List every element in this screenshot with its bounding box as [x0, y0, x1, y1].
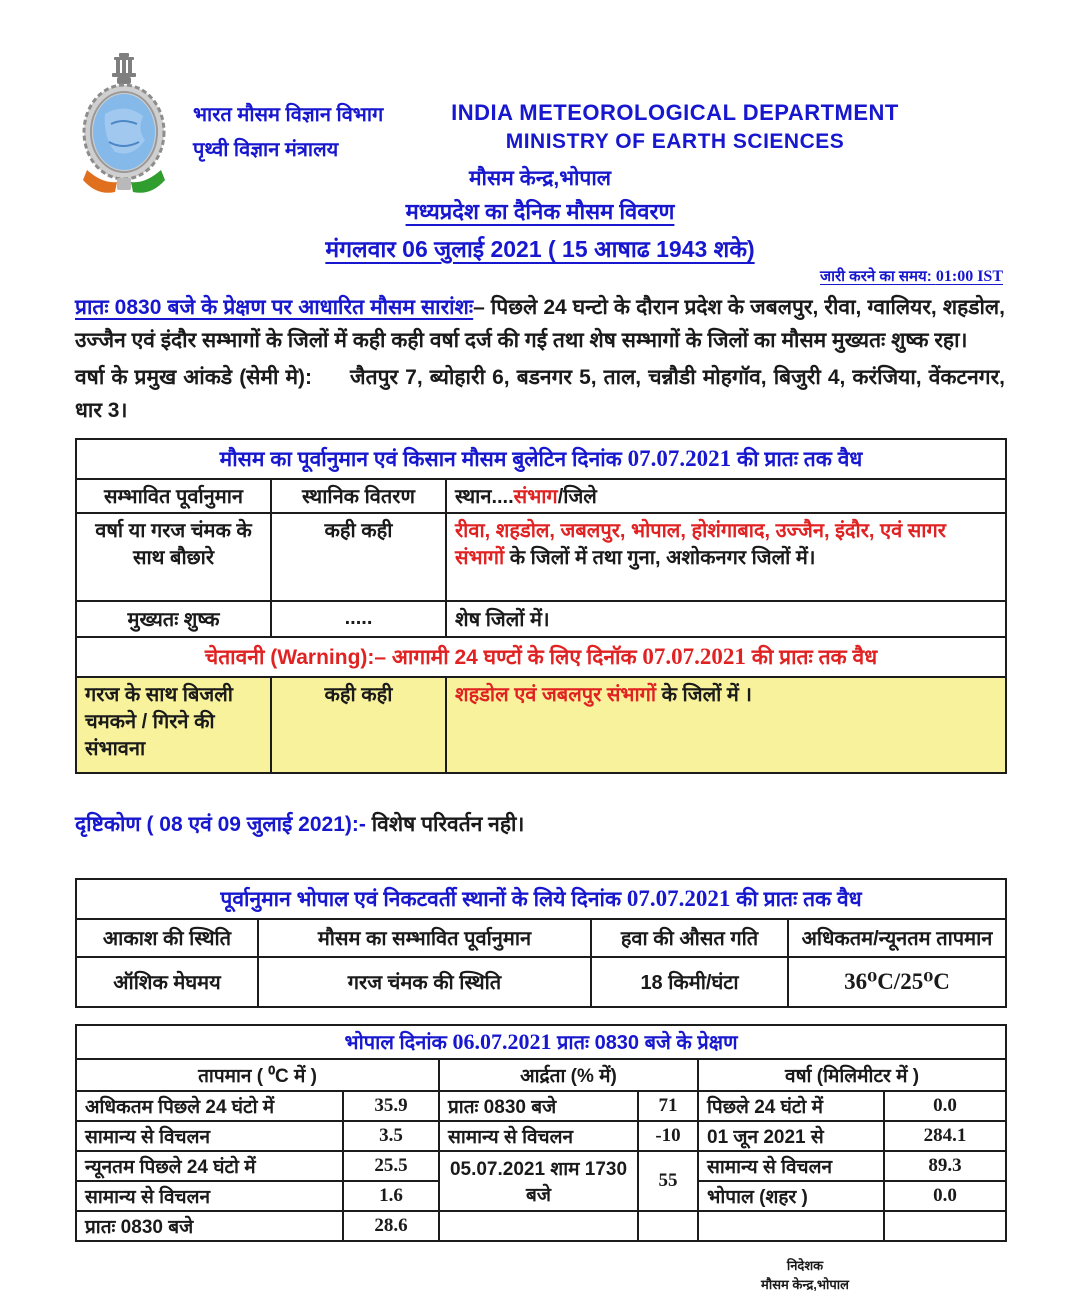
- humidity-evening-value: 55: [638, 1151, 698, 1211]
- summary-heading: प्रातः 0830 बजे के प्रेक्षण पर आधारित मौसम सारांशः: [75, 296, 474, 319]
- warning-title-prefix: चेतावनी (Warning):– आगामी 24 घण्टों के लिए दिनॉक: [204, 645, 643, 669]
- temp-max-departure-value: 3.5: [343, 1121, 439, 1151]
- outlook-line: [75, 810, 1005, 838]
- forecast-table: [75, 438, 1007, 774]
- outlook-label: दृष्टिकोण ( 08 एवं 09 जुलाई 2021):-: [75, 812, 366, 836]
- temp-min-value: 25.5: [343, 1151, 439, 1181]
- summary-text: – पिछले 24 घन्टो के दौरान प्रदेश के जबलपुर, रीवा, ग्वालियर, शहडोल, उज्जैन एवं इंदौर सम्भागों के जिलों में कही कही वर्षा दर्ज की गई तथा शेष सम्भागों के जिलों का मौसम मुख्यतः शुष्क रहा।: [75, 296, 1005, 352]
- value-max-min-temp: 36⁰C/25⁰C: [788, 957, 1006, 1007]
- observations-row: [76, 1211, 1006, 1241]
- temp-morning-label: प्रातः 0830 बजे: [76, 1211, 343, 1241]
- forecast-row2-type: मुख्यतः शुष्क: [76, 601, 271, 637]
- empty-cell: [698, 1211, 884, 1241]
- temp-min-departure-value: 1.6: [343, 1181, 439, 1211]
- obs-title-date: 06.07.2021: [452, 1029, 552, 1055]
- forecast-row1-area: [446, 513, 1006, 601]
- bhopal-forecast-table: [75, 878, 1007, 1008]
- forecast-row2-distribution: .....: [271, 601, 446, 637]
- forecast-row1-area-red: रीवा, शहडोल, जबलपुर, भोपाल, होशंगाबाद, उज्जैन, इंदौर, एवं सागर संभागों: [455, 519, 946, 569]
- document-header: [75, 52, 1005, 290]
- issue-time: [820, 266, 1003, 286]
- head-col3-suffix: /जिले: [557, 486, 597, 509]
- temp-min-departure-label: सामान्य से विचलन: [76, 1181, 343, 1211]
- warning-area-red: शहडोल एवं जबलपुर संभागों: [455, 683, 657, 706]
- bhopal-title-prefix: पूर्वानुमान भोपाल एवं निकटवर्ती स्थानों के लिये दिनांक: [220, 887, 627, 911]
- forecast-title-suffix: की प्रातः तक वैध: [731, 447, 863, 471]
- org-name-hindi: [193, 98, 383, 168]
- section-temperature: तापमान ( ⁰C में ): [76, 1059, 439, 1091]
- rainfall-figures: [75, 362, 1005, 428]
- forecast-head-col3: [446, 479, 1006, 513]
- org-english-line1: INDIA METEOROLOGICAL DEPARTMENT: [451, 100, 899, 125]
- rain-departure-label: सामान्य से विचलन: [698, 1151, 884, 1181]
- temp-max-departure-label: सामान्य से विचलन: [76, 1121, 343, 1151]
- document-page: [75, 0, 1005, 1295]
- value-likely-forecast: गरज चंमक की स्थिति: [258, 957, 591, 1007]
- org-name-english: [395, 100, 955, 154]
- signature-title: निदेशक: [786, 1257, 824, 1273]
- forecast-row1-area-black: के जिलों में तथा गुना, अशोकनगर जिलों में।: [504, 546, 816, 569]
- forecast-row2-area: शेष जिलों में।: [446, 601, 1006, 637]
- observations-row: [76, 1091, 1006, 1121]
- humidity-morning-value: 71: [638, 1091, 698, 1121]
- forecast-row1-type: वर्षा या गरज चंमक के साथ बौछारे: [76, 513, 271, 601]
- observations-title: [76, 1025, 1006, 1059]
- observations-row: [76, 1151, 1006, 1181]
- empty-cell: [884, 1211, 1006, 1241]
- head-col3-prefix: स्थान....: [455, 486, 514, 509]
- rain-seasonal-value: 284.1: [884, 1121, 1006, 1151]
- warning-row: [76, 677, 1006, 773]
- bulletin-date-line: मंगलवार 06 जुलाई 2021 ( 15 आषाढ 1943 शके): [325, 236, 755, 262]
- rain-24h-value: 0.0: [884, 1091, 1006, 1121]
- forecast-title-date: 07.07.2021: [627, 445, 732, 471]
- warning-area-black: के जिलों में ।: [656, 683, 752, 706]
- head-max-min-temp: अधिकतम/न्यूनतम तापमान: [788, 919, 1006, 957]
- head-sky-condition: आकाश की स्थिति: [76, 919, 258, 957]
- temp-max-value: 35.9: [343, 1091, 439, 1121]
- empty-cell: [439, 1211, 638, 1241]
- forecast-row-rain: [76, 513, 1006, 601]
- issue-time-value: 01:00 IST: [935, 268, 1003, 285]
- rain-seasonal-label: 01 जून 2021 से: [698, 1121, 884, 1151]
- warning-distribution: कही कही: [271, 677, 446, 773]
- warning-type: गरज के साथ बिजली चमकने / गिरने की संभावना: [76, 677, 271, 773]
- rain-city-label: भोपाल (शहर ): [698, 1181, 884, 1211]
- value-sky-condition: ऑशिक मेघमय: [76, 957, 258, 1007]
- forecast-head-col2: स्थानिक वितरण: [271, 479, 446, 513]
- temp-morning-value: 28.6: [343, 1211, 439, 1241]
- rainfall-figures-label: वर्षा के प्रमुख आंकडे (सेमी मे):: [75, 365, 313, 389]
- observations-table: [75, 1024, 1007, 1242]
- humidity-morning-label: प्रातः 0830 बजे: [439, 1091, 638, 1121]
- bhopal-title-suffix: की प्रातः तक वैध: [730, 887, 862, 911]
- rain-24h-label: पिछले 24 घंटो में: [698, 1091, 884, 1121]
- temp-max-label: अधिकतम पिछले 24 घंटो में: [76, 1091, 343, 1121]
- bhopal-forecast-title: [76, 879, 1006, 919]
- warning-title-date: 07.07.2021: [642, 643, 746, 669]
- forecast-title-prefix: मौसम का पूर्वानुमान एवं किसान मौसम बुलेटिन दिनांक: [219, 447, 628, 471]
- empty-cell: [638, 1211, 698, 1241]
- warning-area: [446, 677, 1006, 773]
- forecast-head-col1: सम्भावित पूर्वानुमान: [76, 479, 271, 513]
- org-hindi-line2: पृथ्वी विज्ञान मंत्रालय: [193, 139, 339, 161]
- outlook-text: विशेष परिवर्तन नही।: [365, 812, 525, 836]
- head-likely-forecast: मौसम का सम्भावित पूर्वानुमान: [258, 919, 591, 957]
- rain-departure-value: 89.3: [884, 1151, 1006, 1181]
- humidity-departure-value: -10: [638, 1121, 698, 1151]
- weather-summary: [75, 292, 1005, 358]
- head-wind-speed: हवा की औसत गति: [591, 919, 788, 957]
- obs-title-suffix: प्रातः 0830 बजे के प्रेक्षण: [551, 1032, 738, 1055]
- rain-city-value: 0.0: [884, 1181, 1006, 1211]
- center-name: मौसम केन्द्र,भोपाल: [469, 167, 611, 190]
- org-hindi-line1: भारत मौसम विज्ञान विभाग: [193, 104, 384, 126]
- value-wind-speed: 18 किमी/घंटा: [591, 957, 788, 1007]
- humidity-evening-label: 05.07.2021 शाम 1730 बजे: [439, 1151, 638, 1211]
- temp-min-label: न्यूनतम पिछले 24 घंटो में: [76, 1151, 343, 1181]
- obs-title-prefix: भोपाल दिनांक: [344, 1032, 453, 1055]
- head-col3-red: संभाग: [513, 486, 558, 509]
- signature-office: मौसम केन्द्र,भोपाल: [761, 1277, 849, 1293]
- org-english-line2: MINISTRY OF EARTH SCIENCES: [505, 130, 845, 153]
- section-rainfall: वर्षा (मिलिमीटर में ): [698, 1059, 1006, 1091]
- warning-title-suffix: की प्रातः तक वैध: [745, 645, 878, 669]
- forecast-row1-distribution: कही कही: [271, 513, 446, 601]
- section-humidity: आर्द्रता (% में): [439, 1059, 698, 1091]
- observations-row: [76, 1121, 1006, 1151]
- forecast-table-title: [76, 439, 1006, 479]
- issue-time-label: जारी करने का समय:: [819, 268, 936, 285]
- bhopal-title-date: 07.07.2021: [626, 885, 731, 911]
- rainfall-figures-values: जैतपुर 7, ब्योहारी 6, बडनगर 5, ताल, चन्नौडी मोहगॉव, बिजुरी 4, करंजिया, वेंकटनगर, धार 3।: [75, 365, 1005, 422]
- warning-title: [76, 637, 1006, 677]
- forecast-row-dry: [76, 601, 1006, 637]
- bulletin-title: मध्यप्रदेश का दैनिक मौसम विवरण: [405, 199, 675, 224]
- humidity-departure-label: सामान्य से विचलन: [439, 1121, 638, 1151]
- footer-signature: [655, 1256, 955, 1295]
